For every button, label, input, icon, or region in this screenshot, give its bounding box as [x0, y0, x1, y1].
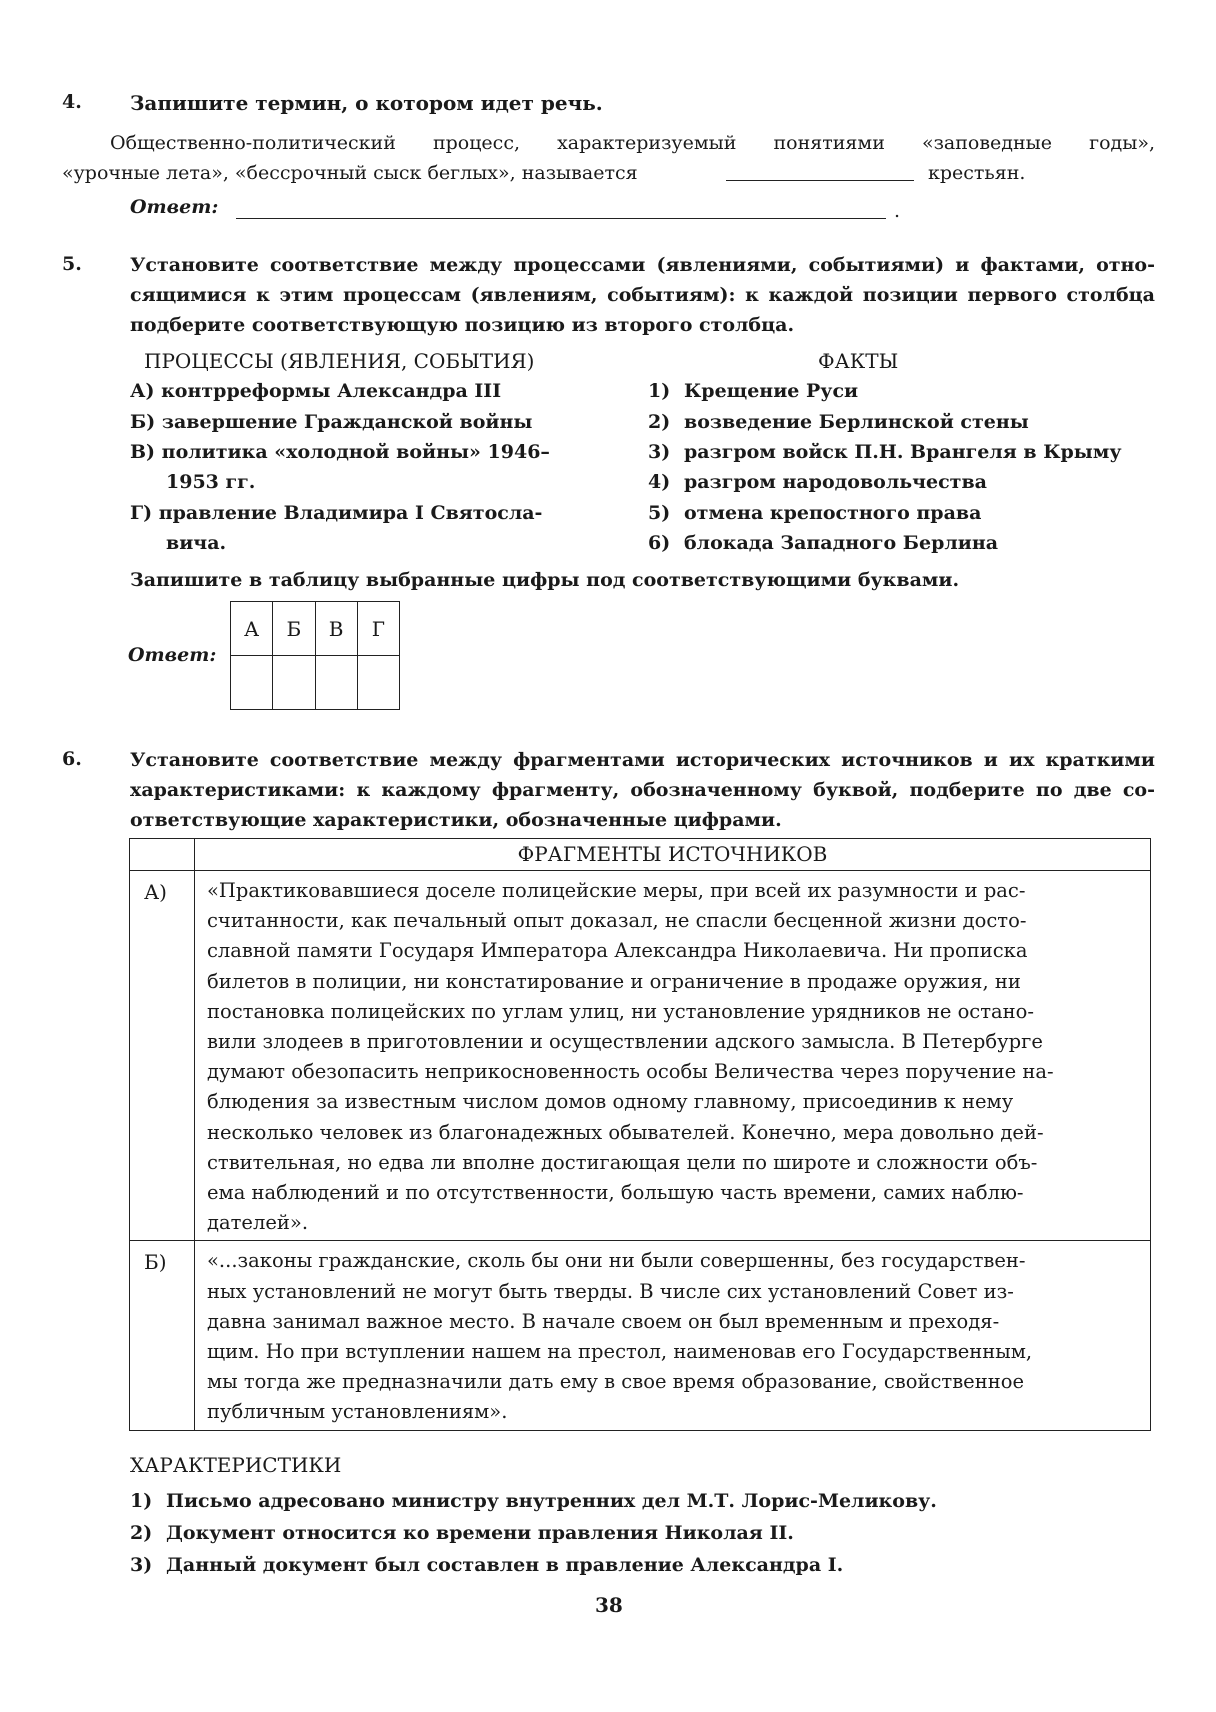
task-5-table-instruction: Запишите в таблицу выбранные цифры под соответствующими буквами.	[130, 569, 960, 591]
fact-4: разгром народовольчества	[684, 471, 987, 493]
task-5-text-line-2: сящимися к этим процессам (явлениям, событиям): к каждой позиции первого столбца	[130, 284, 1155, 306]
process-b: Б) завершение Гражданской войны	[130, 411, 533, 433]
fragment-a-line: славной памяти Государя Императора Александра Николаевича. Ни прописка	[207, 939, 1028, 963]
fact-2: возведение Берлинской стены	[684, 411, 1029, 433]
characteristic-2: Документ относится ко времени правления Николая II.	[166, 1522, 794, 1544]
characteristic-2-number: 2)	[130, 1522, 153, 1544]
fragment-b-line: щим. Но при вступлении нашем на престол, наименовав его Государственным,	[207, 1340, 1033, 1364]
fragment-a-line: «Практиковавшиеся доселе полицейские меры, при всей их разумности и рас-	[207, 879, 1026, 902]
fragment-b-line: публичным установлениям».	[207, 1400, 508, 1424]
fact-1-number: 1)	[648, 380, 671, 402]
fragments-header-empty	[130, 839, 195, 871]
fragment-a-line: несколько человек из благонадежных обывателей. Конечно, мера довольно дей-	[207, 1120, 1044, 1144]
characteristics-header: ХАРАКТЕРИСТИКИ	[130, 1453, 342, 1477]
task-4-text-line-2: «урочные лета», «бессрочный сыск беглых», называется	[62, 162, 638, 184]
fact-6-number: 6)	[648, 532, 671, 554]
task-6-text-line-2: характеристиками: к каждому фрагменту, обозначенному буквой, подберите по две со-	[130, 779, 1155, 801]
fragment-a-line: вили злодеев в приготовлении и осуществлении адского замысла. В Петербурге	[207, 1030, 1043, 1054]
fragment-a-line: блюдения за известным числом домов одному главному, присоединив к нему	[207, 1090, 1014, 1114]
fact-5-number: 5)	[648, 502, 671, 524]
process-d-cont: вича.	[166, 532, 227, 554]
task-4-text-line-1: Общественно-политический процесс, характеризуемый понятиями «заповедные годы»,	[110, 132, 1155, 154]
characteristic-3: Данный документ был составлен в правление Александра I.	[166, 1554, 844, 1576]
task-4-blank-line	[726, 180, 914, 181]
task-5-number: 5.	[62, 253, 82, 275]
task-6-text-line-1: Установите соответствие между фрагментами исторических источников и их краткими	[130, 749, 1155, 771]
fragment-b-line: «...законы гражданские, сколь бы они ни были совершенны, без государствен-	[207, 1249, 1026, 1273]
fragment-b-text	[195, 1241, 1150, 1429]
task-4-text-line-2-end: крестьян.	[928, 162, 1026, 184]
fragment-a-cell	[195, 871, 1151, 1241]
task-4-answer-line[interactable]	[236, 218, 886, 219]
characteristic-1-number: 1)	[130, 1490, 153, 1512]
processes-header: ПРОЦЕССЫ (ЯВЛЕНИЯ, СОБЫТИЯ)	[144, 349, 535, 373]
page-number: 38	[595, 1593, 623, 1617]
fact-6: блокада Западного Берлина	[684, 532, 999, 554]
answer-column-g: Г	[357, 602, 399, 656]
task-4-answer-label: Ответ:	[130, 196, 219, 218]
answer-cell-v[interactable]	[315, 656, 357, 710]
fragment-b-line: давна занимал важное место. В начале своем он был временным и преходя-	[207, 1309, 1000, 1333]
task-5-answer-label: Ответ:	[128, 644, 217, 666]
answer-column-a: А	[231, 602, 273, 656]
fragment-a-label: А)	[130, 871, 195, 1241]
task-5-answer-table	[230, 601, 400, 710]
fact-2-number: 2)	[648, 411, 671, 433]
answer-column-v: В	[315, 602, 357, 656]
task-4-number: 4.	[62, 91, 82, 113]
answer-cell-g[interactable]	[357, 656, 399, 710]
task-6-number: 6.	[62, 748, 82, 770]
process-c: В) политика «холодной войны» 1946–	[130, 441, 550, 463]
characteristic-1: Письмо адресовано министру внутренних дел М.Т. Лорис-Меликову.	[166, 1490, 937, 1512]
answer-column-b: Б	[273, 602, 315, 656]
fact-3-number: 3)	[648, 441, 671, 463]
fragment-b-label: Б)	[130, 1241, 195, 1430]
fragment-b-line: мы тогда же предназначили дать ему в свое время образование, свойственное	[207, 1370, 1024, 1394]
fragments-table	[129, 838, 1151, 1431]
fragments-header: ФРАГМЕНТЫ ИСТОЧНИКОВ	[195, 839, 1151, 871]
task-4-instruction: Запишите термин, о котором идет речь.	[130, 91, 603, 115]
fact-3: разгром войск П.Н. Врангеля в Крыму	[684, 441, 1122, 463]
answer-cell-b[interactable]	[273, 656, 315, 710]
answer-cell-a[interactable]	[231, 656, 273, 710]
fragment-a-line: постановка полицейских по углам улиц, ни установление урядников не остано-	[207, 999, 1034, 1023]
task-5-text-line-3: подберите соответствующую позицию из второго столбца.	[130, 314, 795, 336]
fragment-a-line: ствительная, но едва ли вполне достигающая цели по широте и сложности объ-	[207, 1150, 1038, 1174]
fragment-a-line: считанности, как печальный опыт доказал, не спасли бесценной жизни досто-	[207, 909, 1027, 933]
task-4-answer-dot: .	[894, 200, 901, 222]
fragment-a-line: дателей».	[207, 1211, 309, 1235]
fragment-a-line: думают обезопасить неприкосновенность особы Величества через поручение на-	[207, 1060, 1054, 1084]
facts-header: ФАКТЫ	[818, 349, 899, 373]
fact-4-number: 4)	[648, 471, 671, 493]
fact-1: Крещение Руси	[684, 380, 859, 402]
fragment-b-cell	[195, 1241, 1151, 1430]
fragment-a-text	[195, 871, 1150, 1240]
process-d: Г) правление Владимира I Святосла-	[130, 502, 543, 524]
process-c-cont: 1953 гг.	[166, 471, 256, 493]
fragment-a-line: билетов в полиции, ни констатирование и ограничение в продаже оружия, ни	[207, 969, 1021, 993]
fragment-b-line: ных установлений не могут быть тверды. В числе сих установлений Совет из-	[207, 1279, 1014, 1303]
fact-5: отмена крепостного права	[684, 502, 982, 524]
task-6-text-line-3: ответствующие характеристики, обозначенные цифрами.	[130, 809, 782, 831]
task-5-text-line-1: Установите соответствие между процессами (явлениями, событиями) и фактами, отно-	[130, 254, 1155, 276]
characteristic-3-number: 3)	[130, 1554, 153, 1576]
fragment-a-line: ема наблюдений и по отсутственности, большую часть времени, самих наблю-	[207, 1181, 1024, 1205]
process-a: А) контрреформы Александра III	[130, 380, 502, 402]
